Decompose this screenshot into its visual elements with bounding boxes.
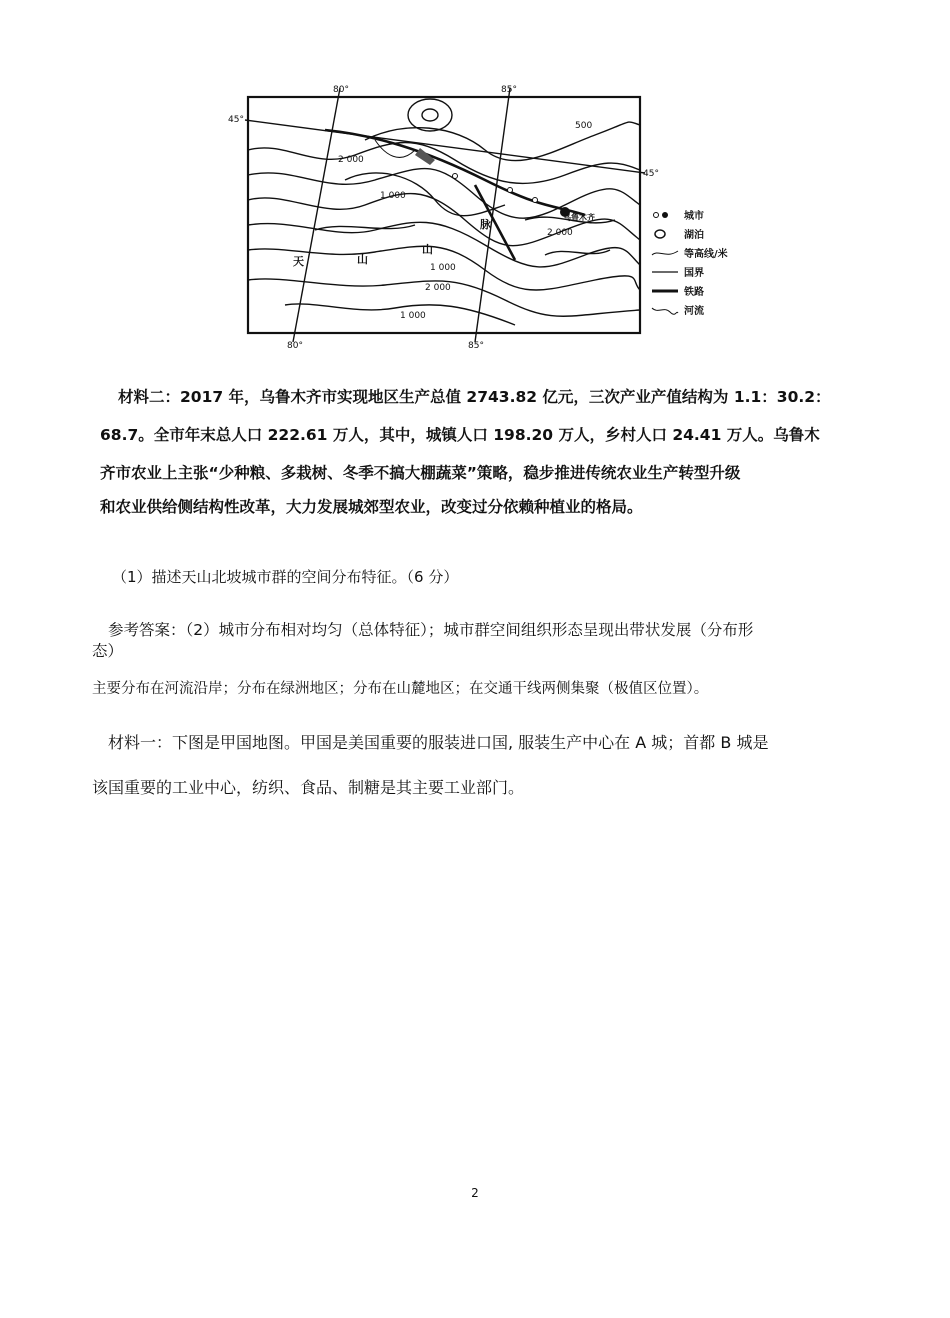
material2-line: 齐市农业上主张“少种粮、多栽树、冬季不搞大棚蔬菜”策略，稳步推进传统农业生产转型升级 [100,464,741,482]
legend-item [650,224,760,243]
legend-item [650,243,760,262]
legend-item [650,205,760,224]
contour-label: 2 000 [338,155,364,165]
answer-line: 态） [92,642,124,660]
legend-item [650,262,760,281]
railway-icon [650,285,680,297]
tianshan-map [225,80,675,350]
contour-label: 2 000 [425,283,451,293]
lon-label-bottom-80: 80° [287,341,303,350]
answer-line: 主要分布在河流沿岸；分布在绿洲地区；分布在山麓地区；在交通干线两侧集聚（极值区位置）。 [92,681,709,697]
material1-line: 材料一：下图是甲国地图。甲国是美国重要的服装进口国, 服装生产中心在 A 城；首都 B 城是 [108,733,769,752]
lat-label-right: 45° [643,169,659,179]
legend-label: 等高线/米 [684,249,728,260]
legend-item [650,281,760,300]
contour-label: 2 000 [547,228,573,238]
city-icon [650,209,680,221]
page-number: 2 [471,1186,479,1200]
material2-line: 和农业供给侧结构性改革，大力发展城郊型农业，改变过分依赖种植业的格局。 [100,498,643,516]
legend-item [650,300,760,319]
contour-label: 1 000 [400,311,426,321]
map-legend [650,205,760,319]
material1-line: 该国重要的工业中心，纺织、食品、制糖是其主要工业部门。 [92,778,525,797]
lon-label-top-85: 85° [501,85,517,95]
contour-label: 1 000 [380,191,406,201]
legend-label: 城市 [684,211,704,222]
range-char: 山 [422,243,433,256]
contour-icon [650,247,680,259]
contour-label: 500 [575,121,593,131]
lon-label-top-80: 80° [333,85,349,95]
legend-label: 河流 [684,306,704,317]
material2-line: 68.7。全市年末总人口 222.61 万人，其中，城镇人口 198.20 万人，乡村人口 24.41 万人。乌鲁木 [100,426,820,444]
border-icon [650,266,680,278]
river-icon [650,304,680,316]
legend-label: 铁路 [684,287,704,298]
legend-label: 国界 [684,268,704,279]
city-label: 乌鲁木齐 [563,213,595,222]
question-1: （1）描述天山北坡城市群的空间分布特征。（6 分） [112,568,459,586]
lat-label-left: 45° [228,115,244,125]
contour-label: 1 000 [430,263,456,273]
material2-line: 材料二：2017 年，乌鲁木齐市实现地区生产总值 2743.82 亿元，三次产业产值结构为 1.1：30.2： [118,388,831,406]
lon-label-bottom-85: 85° [468,341,484,350]
range-char: 山 [357,253,368,266]
lake-icon [650,228,680,240]
legend-label: 湖泊 [684,230,704,241]
answer-line: 参考答案：（2）城市分布相对均匀（总体特征）；城市群空间组织形态呈现出带状发展（分布形 [108,621,754,639]
range-char: 天 [293,255,304,268]
range-char: 脉 [480,218,491,231]
